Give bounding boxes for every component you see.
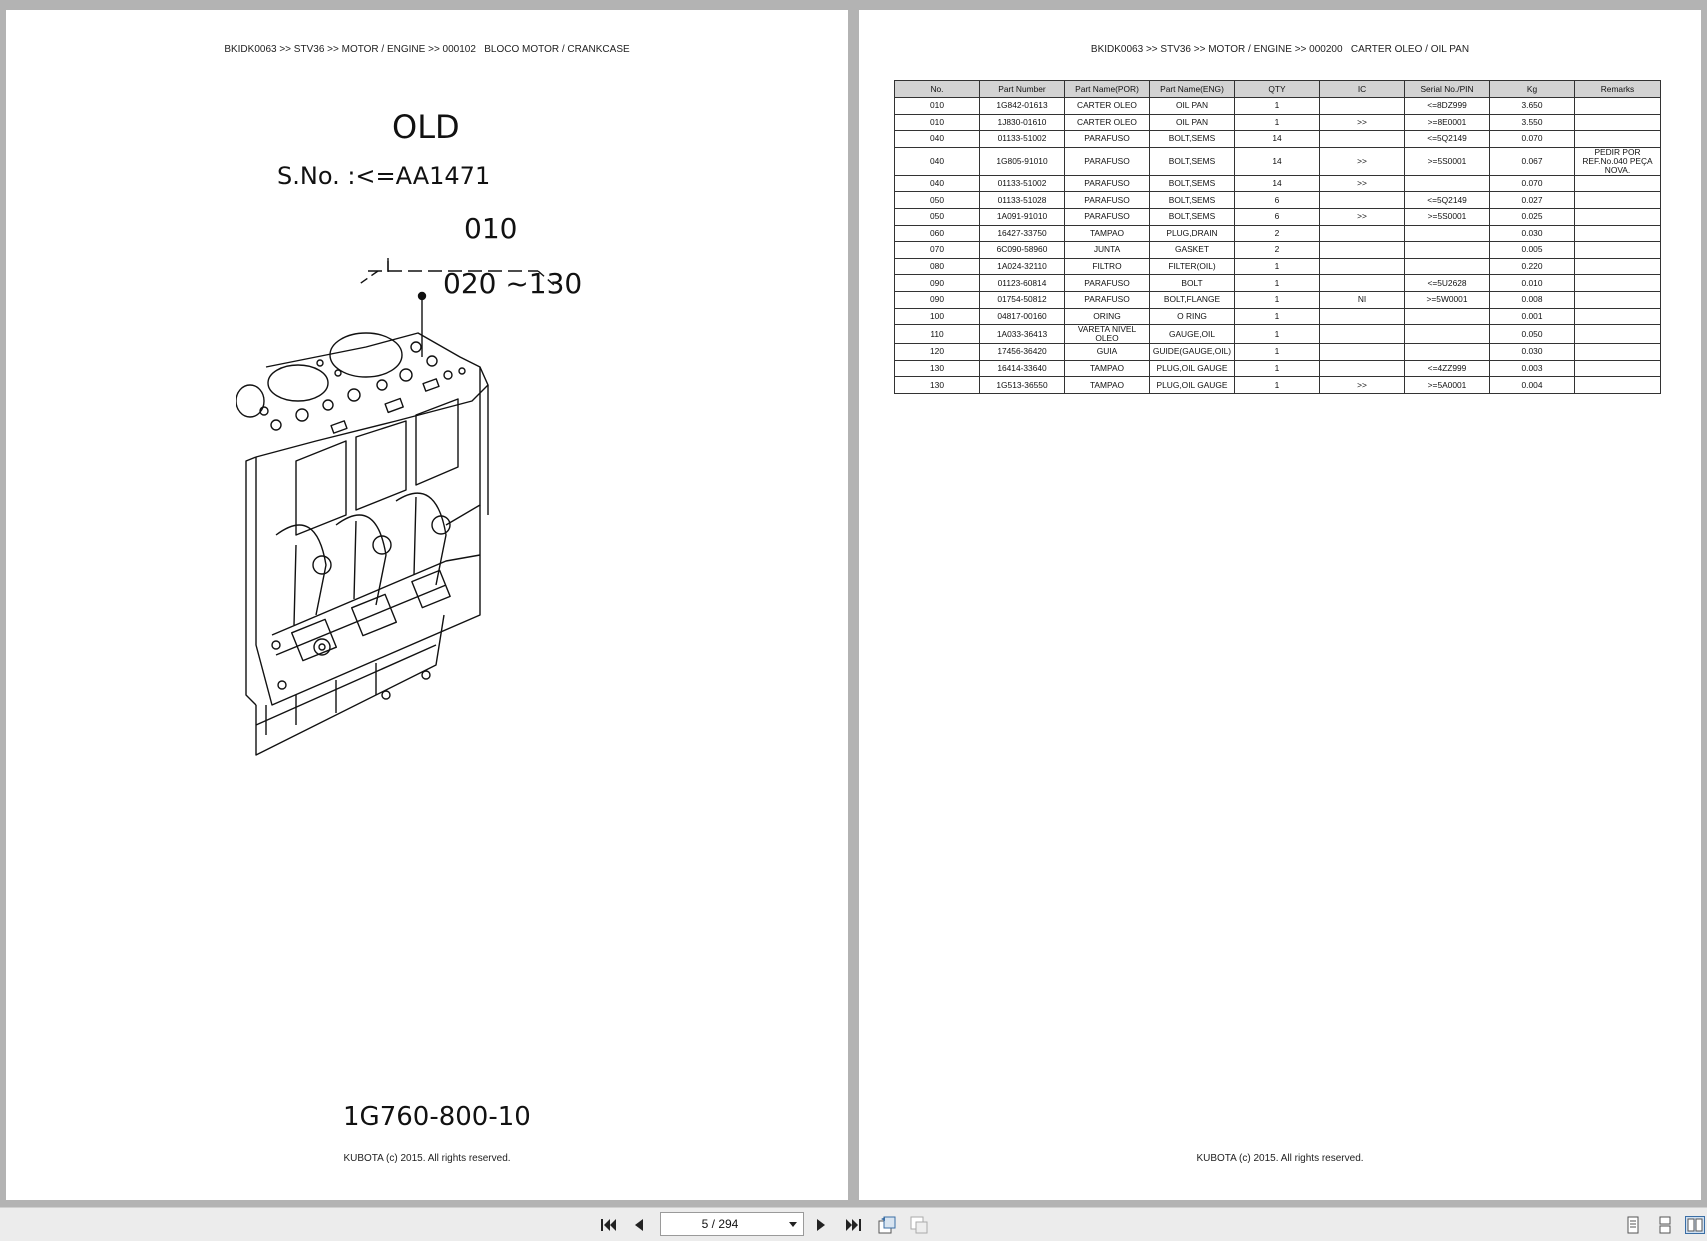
serial-cell: <=8DZ999 xyxy=(1405,98,1490,115)
remarks-cell xyxy=(1575,131,1661,148)
single-page-view-icon[interactable] xyxy=(1622,1215,1644,1235)
remarks-cell xyxy=(1575,360,1661,377)
part-name-por-cell: TAMPAO xyxy=(1065,360,1150,377)
qty-cell: 1 xyxy=(1235,275,1320,292)
weight-cell: 0.008 xyxy=(1490,291,1575,308)
remarks-cell: PEDIR POR REF.No.040 PEÇA NOVA. xyxy=(1575,147,1661,175)
ref-number-cell: 100 xyxy=(895,308,980,325)
remarks-cell xyxy=(1575,291,1661,308)
table-row xyxy=(895,344,1661,361)
part-name-por-cell: PARAFUSO xyxy=(1065,275,1150,292)
remarks-cell xyxy=(1575,114,1661,131)
column-header: IC xyxy=(1320,81,1405,98)
column-header: QTY xyxy=(1235,81,1320,98)
remarks-cell xyxy=(1575,308,1661,325)
part-name-eng-cell: PLUG,OIL GAUGE xyxy=(1150,360,1235,377)
qty-cell: 1 xyxy=(1235,360,1320,377)
ic-cell xyxy=(1320,344,1405,361)
ic-cell xyxy=(1320,98,1405,115)
part-number-cell: 1A091-91010 xyxy=(980,208,1065,225)
part-number-cell: 16414-33640 xyxy=(980,360,1065,377)
weight-cell: 0.220 xyxy=(1490,258,1575,275)
part-name-eng-cell: BOLT xyxy=(1150,275,1235,292)
weight-cell: 0.050 xyxy=(1490,325,1575,344)
part-name-eng-cell: PLUG,OIL GAUGE xyxy=(1150,377,1235,394)
table-row xyxy=(895,242,1661,259)
viewer-toolbar xyxy=(0,1207,1707,1241)
ic-cell: >> xyxy=(1320,175,1405,192)
table-row xyxy=(895,147,1661,175)
part-name-eng-cell: PLUG,DRAIN xyxy=(1150,225,1235,242)
ref-number-cell: 040 xyxy=(895,131,980,148)
ref-number-cell: 090 xyxy=(895,291,980,308)
two-page-view-icon[interactable] xyxy=(908,1215,930,1235)
weight-cell: 0.010 xyxy=(1490,275,1575,292)
qty-cell: 6 xyxy=(1235,208,1320,225)
part-name-eng-cell: BOLT,SEMS xyxy=(1150,192,1235,209)
table-row xyxy=(895,275,1661,292)
qty-cell: 14 xyxy=(1235,147,1320,175)
part-number-cell: 01754-50812 xyxy=(980,291,1065,308)
ref-number-cell: 090 xyxy=(895,275,980,292)
serial-cell xyxy=(1405,325,1490,344)
previous-page-icon[interactable] xyxy=(628,1215,650,1235)
part-name-por-cell: PARAFUSO xyxy=(1065,131,1150,148)
ref-number-cell: 050 xyxy=(895,208,980,225)
part-name-eng-cell: OIL PAN xyxy=(1150,98,1235,115)
right-page-footer: KUBOTA (c) 2015. All rights reserved. xyxy=(1196,1153,1364,1164)
remarks-cell xyxy=(1575,208,1661,225)
part-name-eng-cell: BOLT,SEMS xyxy=(1150,175,1235,192)
weight-cell: 3.650 xyxy=(1490,98,1575,115)
chevron-down-icon[interactable] xyxy=(789,1222,797,1227)
weight-cell: 0.004 xyxy=(1490,377,1575,394)
ref-number-cell: 040 xyxy=(895,147,980,175)
right-page-breadcrumb: BKIDK0063 >> STV36 >> MOTOR / ENGINE >> 000200 CARTER OLEO / OIL PAN xyxy=(1090,44,1470,55)
part-name-eng-cell: GAUGE,OIL xyxy=(1150,325,1235,344)
weight-cell: 0.001 xyxy=(1490,308,1575,325)
part-name-eng-cell: GASKET xyxy=(1150,242,1235,259)
ic-cell: NI xyxy=(1320,291,1405,308)
remarks-cell xyxy=(1575,275,1661,292)
table-row xyxy=(895,291,1661,308)
left-page-breadcrumb: BKIDK0063 >> STV36 >> MOTOR / ENGINE >> 000102 BLOCO MOTOR / CRANKCASE xyxy=(224,44,630,55)
serial-cell xyxy=(1405,344,1490,361)
ic-cell xyxy=(1320,308,1405,325)
part-number-cell: 1A024-32110 xyxy=(980,258,1065,275)
page-number-field[interactable] xyxy=(660,1212,804,1236)
serial-cell: >=5S0001 xyxy=(1405,147,1490,175)
ref-number-cell: 130 xyxy=(895,360,980,377)
ref-number-cell: 010 xyxy=(895,114,980,131)
table-row xyxy=(895,325,1661,344)
part-name-eng-cell: BOLT,FLANGE xyxy=(1150,291,1235,308)
qty-cell: 1 xyxy=(1235,377,1320,394)
table-row xyxy=(895,225,1661,242)
right-page xyxy=(859,10,1701,1200)
part-name-por-cell: PARAFUSO xyxy=(1065,147,1150,175)
table-row xyxy=(895,360,1661,377)
serial-range-label: S.No. :<=AA1471 xyxy=(277,162,491,190)
column-header: Part Number xyxy=(980,81,1065,98)
weight-cell: 0.003 xyxy=(1490,360,1575,377)
ic-cell xyxy=(1320,131,1405,148)
part-name-por-cell: CARTER OLEO xyxy=(1065,98,1150,115)
qty-cell: 1 xyxy=(1235,308,1320,325)
serial-cell: <=5U2628 xyxy=(1405,275,1490,292)
remarks-cell xyxy=(1575,258,1661,275)
callout-ref-range: 020 ~130 xyxy=(443,267,583,300)
serial-cell xyxy=(1405,175,1490,192)
ic-cell: >> xyxy=(1320,208,1405,225)
weight-cell: 0.070 xyxy=(1490,131,1575,148)
qty-cell: 6 xyxy=(1235,192,1320,209)
serial-cell: >=8E0001 xyxy=(1405,114,1490,131)
weight-cell: 0.030 xyxy=(1490,344,1575,361)
part-name-por-cell: JUNTA xyxy=(1065,242,1150,259)
ic-cell xyxy=(1320,192,1405,209)
part-name-por-cell: PARAFUSO xyxy=(1065,192,1150,209)
part-number-cell: 01133-51002 xyxy=(980,131,1065,148)
part-name-eng-cell: BOLT,SEMS xyxy=(1150,131,1235,148)
ref-number-cell: 120 xyxy=(895,344,980,361)
table-row xyxy=(895,258,1661,275)
table-row xyxy=(895,192,1661,209)
table-row xyxy=(895,175,1661,192)
serial-cell xyxy=(1405,242,1490,259)
part-name-eng-cell: O RING xyxy=(1150,308,1235,325)
qty-cell: 1 xyxy=(1235,114,1320,131)
serial-cell: <=5Q2149 xyxy=(1405,192,1490,209)
part-name-eng-cell: OIL PAN xyxy=(1150,114,1235,131)
part-name-eng-cell: GUIDE(GAUGE,OIL) xyxy=(1150,344,1235,361)
ic-cell: >> xyxy=(1320,114,1405,131)
part-name-eng-cell: FILTER(OIL) xyxy=(1150,258,1235,275)
serial-cell xyxy=(1405,225,1490,242)
left-page-footer: KUBOTA (c) 2015. All rights reserved. xyxy=(343,1153,511,1164)
remarks-cell xyxy=(1575,192,1661,209)
table-row xyxy=(895,98,1661,115)
part-name-por-cell: ORING xyxy=(1065,308,1150,325)
qty-cell: 1 xyxy=(1235,291,1320,308)
ic-cell xyxy=(1320,225,1405,242)
part-name-por-cell: FILTRO xyxy=(1065,258,1150,275)
qty-cell: 1 xyxy=(1235,258,1320,275)
part-number-cell: 1G513-36550 xyxy=(980,377,1065,394)
column-header: Kg xyxy=(1490,81,1575,98)
remarks-cell xyxy=(1575,242,1661,259)
weight-cell: 0.070 xyxy=(1490,175,1575,192)
weight-cell: 0.027 xyxy=(1490,192,1575,209)
column-header: Part Name(POR) xyxy=(1065,81,1150,98)
remarks-cell xyxy=(1575,98,1661,115)
serial-cell: <=4ZZ999 xyxy=(1405,360,1490,377)
part-name-eng-cell: BOLT,SEMS xyxy=(1150,208,1235,225)
qty-cell: 14 xyxy=(1235,175,1320,192)
part-name-por-cell: PARAFUSO xyxy=(1065,175,1150,192)
continuous-view-icon[interactable] xyxy=(1654,1215,1676,1235)
ref-number-cell: 060 xyxy=(895,225,980,242)
weight-cell: 3.550 xyxy=(1490,114,1575,131)
ic-cell xyxy=(1320,275,1405,292)
qty-cell: 2 xyxy=(1235,242,1320,259)
column-header: Remarks xyxy=(1575,81,1661,98)
table-row xyxy=(895,377,1661,394)
ref-number-cell: 040 xyxy=(895,175,980,192)
remarks-cell xyxy=(1575,175,1661,192)
table-row xyxy=(895,208,1661,225)
qty-cell: 1 xyxy=(1235,344,1320,361)
part-number-cell: 1G805-91010 xyxy=(980,147,1065,175)
serial-cell: >=5A0001 xyxy=(1405,377,1490,394)
remarks-cell xyxy=(1575,344,1661,361)
ic-cell xyxy=(1320,325,1405,344)
left-page xyxy=(6,10,848,1200)
part-name-por-cell: GUIA xyxy=(1065,344,1150,361)
ref-number-cell: 080 xyxy=(895,258,980,275)
ic-cell xyxy=(1320,360,1405,377)
part-name-por-cell: PARAFUSO xyxy=(1065,291,1150,308)
ref-number-cell: 010 xyxy=(895,98,980,115)
part-number-cell: 01133-51002 xyxy=(980,175,1065,192)
table-row xyxy=(895,308,1661,325)
qty-cell: 14 xyxy=(1235,131,1320,148)
ic-cell xyxy=(1320,242,1405,259)
weight-cell: 0.005 xyxy=(1490,242,1575,259)
table-header-row xyxy=(895,81,1661,98)
facing-pages-view-icon[interactable] xyxy=(1684,1215,1706,1235)
ic-cell: >> xyxy=(1320,147,1405,175)
first-page-icon[interactable] xyxy=(598,1215,620,1235)
part-number-cell: 1J830-01610 xyxy=(980,114,1065,131)
weight-cell: 0.067 xyxy=(1490,147,1575,175)
serial-cell: <=5Q2149 xyxy=(1405,131,1490,148)
qty-cell: 1 xyxy=(1235,325,1320,344)
ref-number-cell: 070 xyxy=(895,242,980,259)
remarks-cell xyxy=(1575,377,1661,394)
serial-cell: >=5W0001 xyxy=(1405,291,1490,308)
weight-cell: 0.025 xyxy=(1490,208,1575,225)
ref-number-cell: 050 xyxy=(895,192,980,209)
part-number-cell: 04817-00160 xyxy=(980,308,1065,325)
part-number-cell: 1A033-36413 xyxy=(980,325,1065,344)
part-name-por-cell: TAMPAO xyxy=(1065,377,1150,394)
table-row xyxy=(895,114,1661,131)
ref-number-cell: 130 xyxy=(895,377,980,394)
remarks-cell xyxy=(1575,325,1661,344)
serial-cell xyxy=(1405,308,1490,325)
part-name-por-cell: PARAFUSO xyxy=(1065,208,1150,225)
drawing-number: 1G760-800-10 xyxy=(343,1102,531,1132)
part-number-cell: 6C090-58960 xyxy=(980,242,1065,259)
part-number-cell: 16427-33750 xyxy=(980,225,1065,242)
qty-cell: 2 xyxy=(1235,225,1320,242)
weight-cell: 0.030 xyxy=(1490,225,1575,242)
page-indicator: 5 / 294 xyxy=(701,1217,739,1231)
part-number-cell: 17456-36420 xyxy=(980,344,1065,361)
crankcase-drawing xyxy=(236,235,616,775)
part-name-por-cell: VARETA NIVEL OLEO xyxy=(1065,325,1150,344)
part-name-por-cell: CARTER OLEO xyxy=(1065,114,1150,131)
qty-cell: 1 xyxy=(1235,98,1320,115)
column-header: Part Name(ENG) xyxy=(1150,81,1235,98)
table-row xyxy=(895,131,1661,148)
serial-cell: >=5S0001 xyxy=(1405,208,1490,225)
column-header: Serial No./PIN xyxy=(1405,81,1490,98)
next-page-icon[interactable] xyxy=(810,1215,832,1235)
part-number-cell: 01133-51028 xyxy=(980,192,1065,209)
ic-cell xyxy=(1320,258,1405,275)
parts-table xyxy=(894,80,1661,394)
part-number-cell: 1G842-01613 xyxy=(980,98,1065,115)
part-name-por-cell: TAMPAO xyxy=(1065,225,1150,242)
column-header: No. xyxy=(895,81,980,98)
part-number-cell: 01123-60814 xyxy=(980,275,1065,292)
remarks-cell xyxy=(1575,225,1661,242)
callout-ref-010: 010 xyxy=(464,212,518,245)
last-page-icon[interactable] xyxy=(842,1215,864,1235)
rotate-view-icon[interactable] xyxy=(876,1215,898,1235)
serial-cell xyxy=(1405,258,1490,275)
part-name-eng-cell: BOLT,SEMS xyxy=(1150,147,1235,175)
ref-number-cell: 110 xyxy=(895,325,980,344)
ic-cell: >> xyxy=(1320,377,1405,394)
old-version-label: OLD xyxy=(392,108,460,146)
